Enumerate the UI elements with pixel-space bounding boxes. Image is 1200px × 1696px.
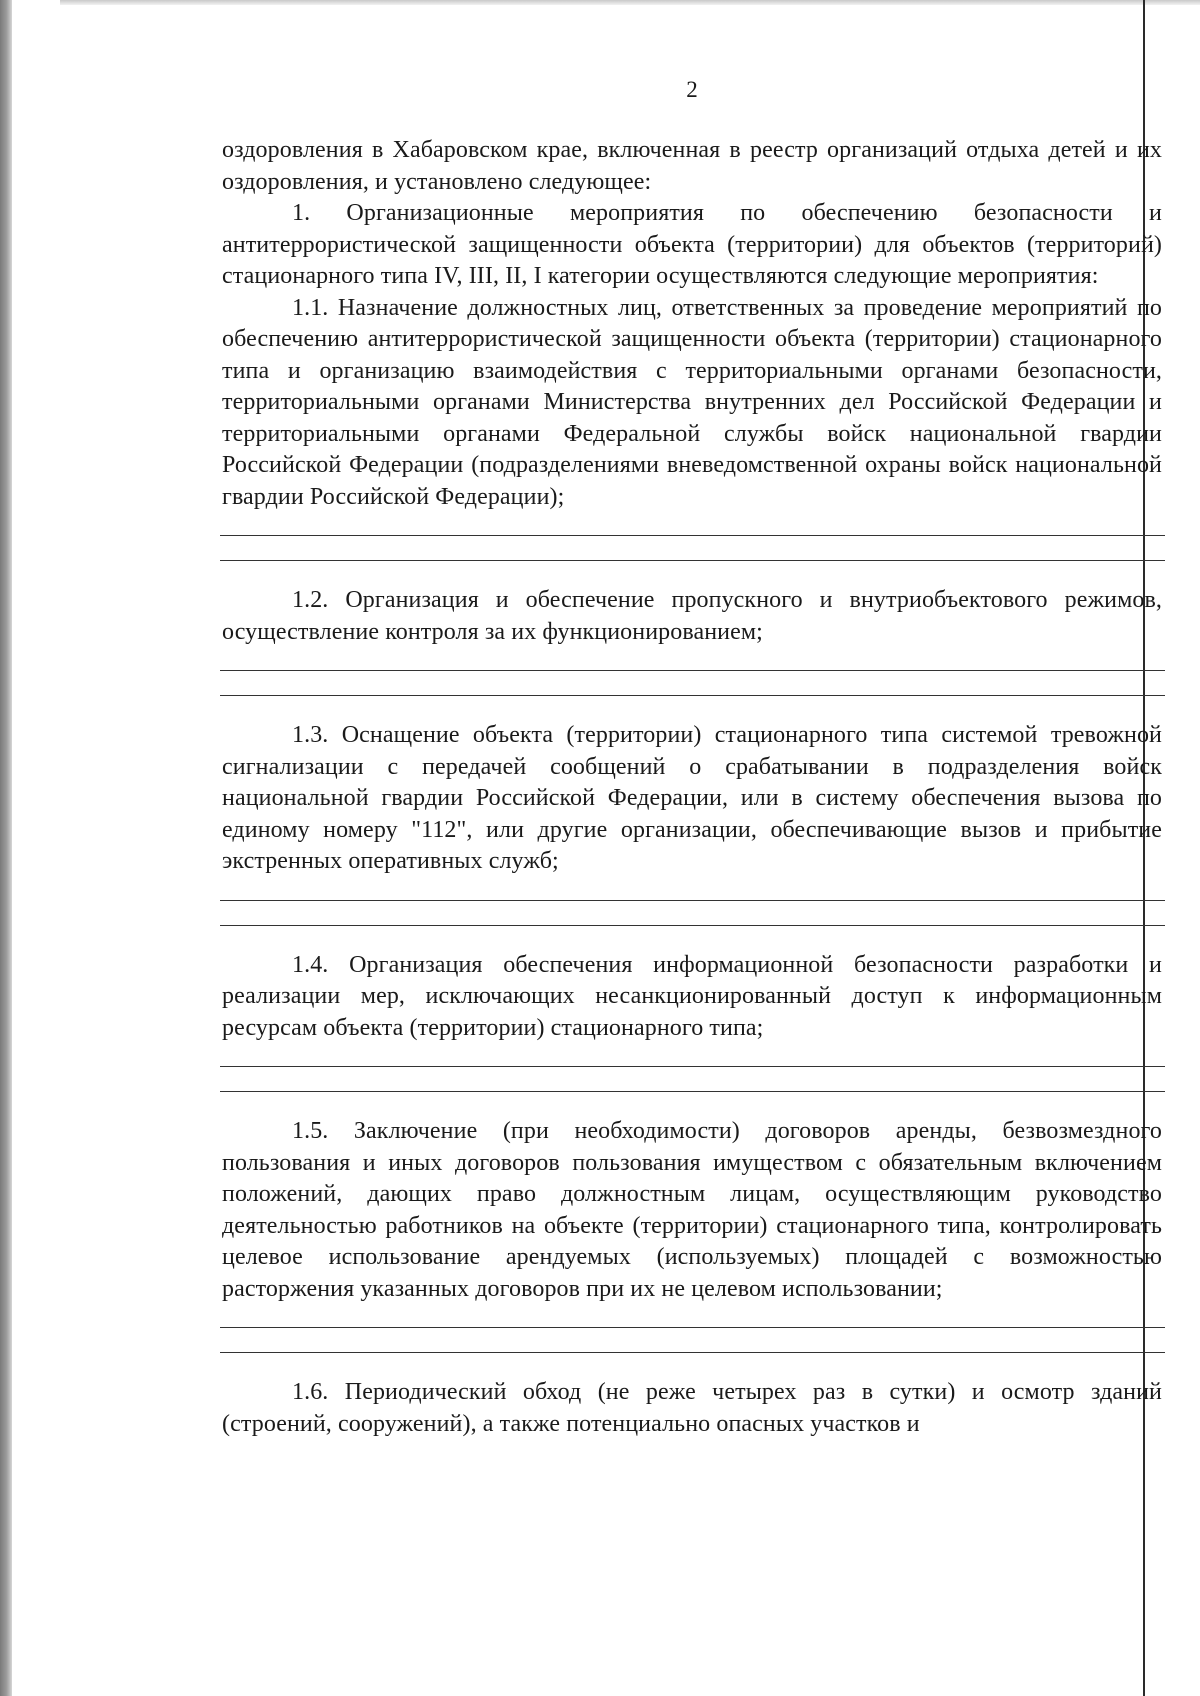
- blank-fill-line: [220, 1352, 1165, 1353]
- blank-fill-line: [220, 1091, 1165, 1092]
- intro-paragraph: оздоровления в Хабаровском крае, включенная в реестр организаций отдыха детей и их оздоровления, и установлено следующее:: [222, 137, 1162, 195]
- document-page: [222, 60, 1162, 1670]
- scan-edge-shadow: [0, 0, 12, 1696]
- item-1-3-paragraph: 1.3. Оснащение объекта (территории) стационарного типа системой тревожной сигнализации с передачей сообщений о срабатывании в подразделения войск национальной гвардии Российской Федерации, или в систему обеспечения вызова по единому номеру "112", или другие организации, обеспечивающие вызов и прибытие экстренных оперативных служб;: [222, 722, 1162, 874]
- blank-fill-line: [220, 1327, 1165, 1328]
- blank-fill-line: [220, 925, 1165, 926]
- item-1-1-paragraph: 1.1. Назначение должностных лиц, ответственных за проведение мероприятий по обеспечению антитеррористической защищенности объекта (территории) стационарного типа и организацию взаимодействия с территориальными органами безопасности, территориальными органами Министерства внутренних дел Российской Федерации и территориальными органами Федеральной службы войск национальной гвардии Российской Федерации (подразделениями вневедомственной охраны войск национальной гвардии Российской Федерации);: [222, 294, 1162, 510]
- blank-fill-line: [220, 670, 1165, 671]
- item-1-6-paragraph: 1.6. Периодический обход (не реже четырех раз в сутки) и осмотр зданий (строений, сооружений), а также потенциально опасных участков и: [222, 1379, 1162, 1437]
- item-1-4-paragraph: 1.4. Организация обеспечения информационной безопасности разработки и реализации мер, исключающих несанкционированный доступ к информационным ресурсам объекта (территории) стационарного типа;: [222, 951, 1162, 1041]
- blank-fill-line: [220, 1066, 1165, 1067]
- blank-fill-lines: [222, 648, 1162, 720]
- item-1-2-paragraph: 1.2. Организация и обеспечение пропускного и внутриобъектового режимов, осуществление контроля за их функционированием;: [222, 587, 1162, 645]
- item-1-5-paragraph: 1.5. Заключение (при необходимости) договоров аренды, безвозмездного пользования и иных договоров пользования имуществом с обязательным включением положений, дающих право должностным лицам, осуществляющим руководство деятельностью работников на объекте (территории) стационарного типа, контролировать целевое использование арендуемых (используемых) площадей с возможностью расторжения указанных договоров при их не целевом использовании;: [222, 1118, 1162, 1302]
- document-body: [222, 135, 1162, 1440]
- blank-fill-line: [220, 535, 1165, 536]
- page-number: 2: [686, 77, 698, 102]
- blank-fill-lines: [222, 1044, 1162, 1116]
- scan-top-shadow: [60, 0, 1200, 5]
- blank-fill-lines: [222, 1305, 1162, 1377]
- item-1-paragraph: 1. Организационные мероприятия по обеспечению безопасности и антитеррористической защищенности объекта (территории) для объектов (территорий) стационарного типа IV, III, II, I категории осуществляются следующие мероприятия:: [222, 200, 1162, 289]
- blank-fill-lines: [222, 878, 1162, 950]
- blank-fill-lines: [222, 513, 1162, 585]
- blank-fill-line: [220, 900, 1165, 901]
- blank-fill-line: [220, 695, 1165, 696]
- blank-fill-line: [220, 560, 1165, 561]
